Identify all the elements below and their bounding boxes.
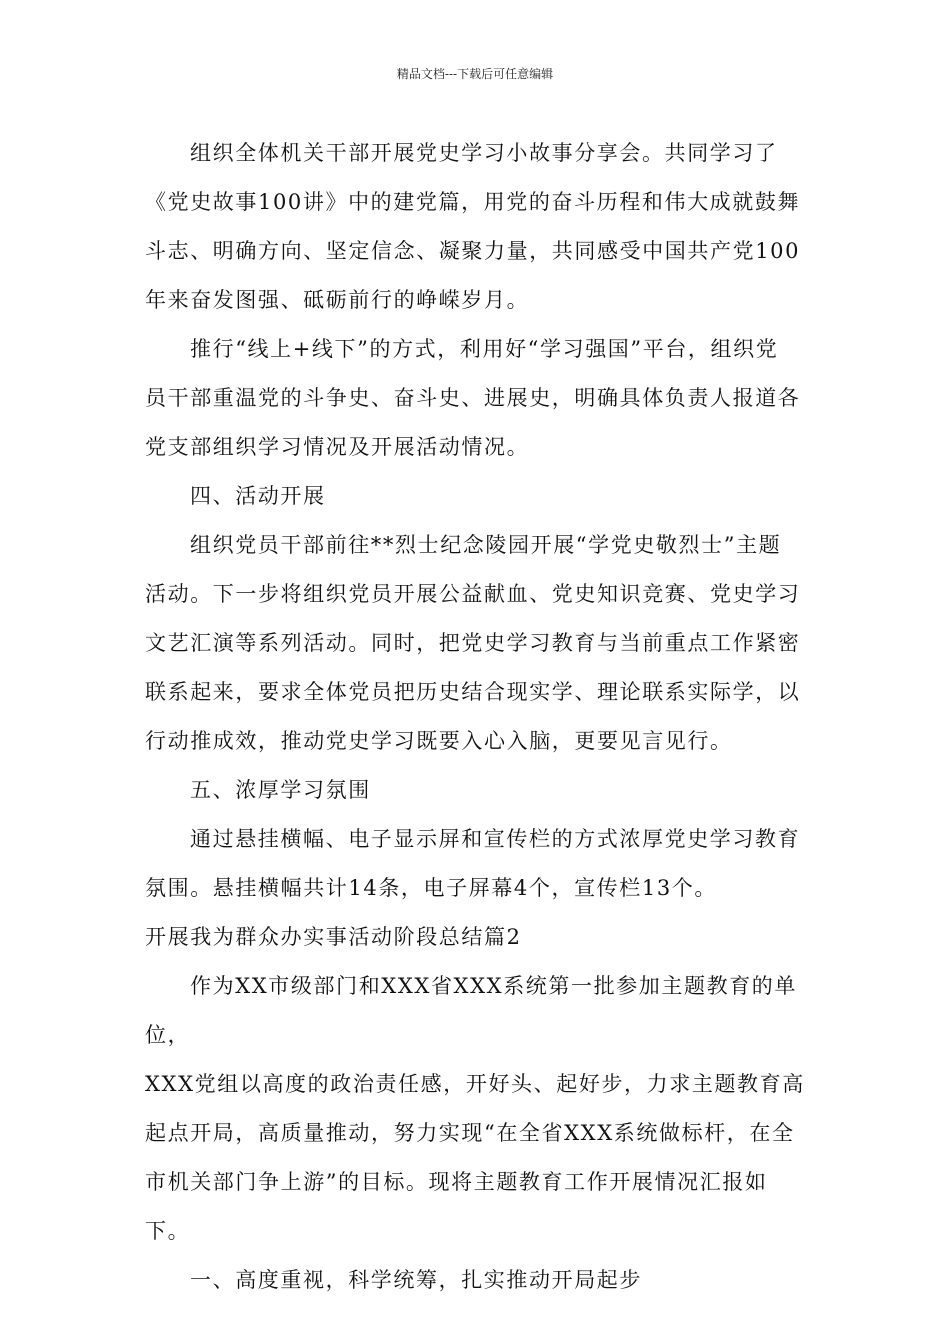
section-heading-text: 五、浓厚学习氛围 <box>190 778 371 802</box>
section-heading-text: 一、高度重视，科学统筹，扎实推动开局起步 <box>190 1268 642 1292</box>
text-line: 年来奋发图强、砥砺前行的峥嵘岁月。 <box>145 288 530 312</box>
text-line: 组织党员干部前往**烈士纪念陵园开展“学党史敬烈士”主题 <box>190 533 782 557</box>
text-line: XXX党组以高度的政治责任感，开好头、起好步，力求主题教育高 <box>145 1072 805 1096</box>
text-line: 行动推成效，推动党史学习既要入心入脑，更要见言见行。 <box>145 729 733 753</box>
section-heading-priority <box>145 1256 810 1305</box>
section-heading-text: 四、活动开展 <box>190 484 326 508</box>
section-heading-atmosphere <box>145 766 810 815</box>
text-line: 通过悬挂横幅、电子显示屏和宣传栏的方式浓厚党史学习教育 <box>190 827 801 851</box>
page-header: 精品文档---下载后可任意编辑 <box>396 67 554 81</box>
text-line: 联系起来，要求全体党员把历史结合现实学、理论联系实际学，以 <box>145 680 801 704</box>
text-line: 起点开局，高质量推动，努力实现“在全省XXX系统做标杆，在全 <box>145 1121 795 1145</box>
document-body <box>145 129 810 1305</box>
article-title-text: 开展我为群众办实事活动阶段总结篇2 <box>145 925 522 949</box>
paragraph-theme-education <box>145 962 810 1256</box>
paragraph-memorial-visit <box>145 521 810 766</box>
paragraph-story-sharing <box>145 129 810 325</box>
text-line: 党支部组织学习情况及开展活动情况。 <box>145 435 530 459</box>
text-line: 市机关部门争上游”的目标。现将主题教育工作开展情况汇报如下。 <box>145 1170 768 1243</box>
text-line: 《党史故事100讲》中的建党篇，用党的奋斗历程和伟大成就鼓舞 <box>145 190 801 214</box>
text-line: 推行“线上+线下”的方式，利用好“学习强国”平台，组织党 <box>190 337 779 361</box>
text-line: 文艺汇演等系列活动。同时，把党史学习教育与当前重点工作紧密 <box>145 631 801 655</box>
article-title-part2 <box>145 913 810 962</box>
section-heading-activities <box>145 472 810 521</box>
text-line: 活动。下一步将组织党员开展公益献血、党史知识竞赛、党史学习 <box>145 582 801 606</box>
text-line: 组织全体机关干部开展党史学习小故事分享会。共同学习了 <box>190 141 778 165</box>
paragraph-banners <box>145 815 810 913</box>
paragraph-online-offline <box>145 325 810 472</box>
text-line: 氛围。悬挂横幅共计14条，电子屏幕4个，宣传栏13个。 <box>145 876 718 900</box>
text-line: 员干部重温党的斗争史、奋斗史、进展史，明确具体负责人报道各 <box>145 386 801 410</box>
text-line: 斗志、明确方向、坚定信念、凝聚力量，共同感受中国共产党100 <box>145 239 801 263</box>
text-line: 作为XX市级部门和XXX省XXX系统第一批参加主题教育的单位， <box>145 974 797 1047</box>
